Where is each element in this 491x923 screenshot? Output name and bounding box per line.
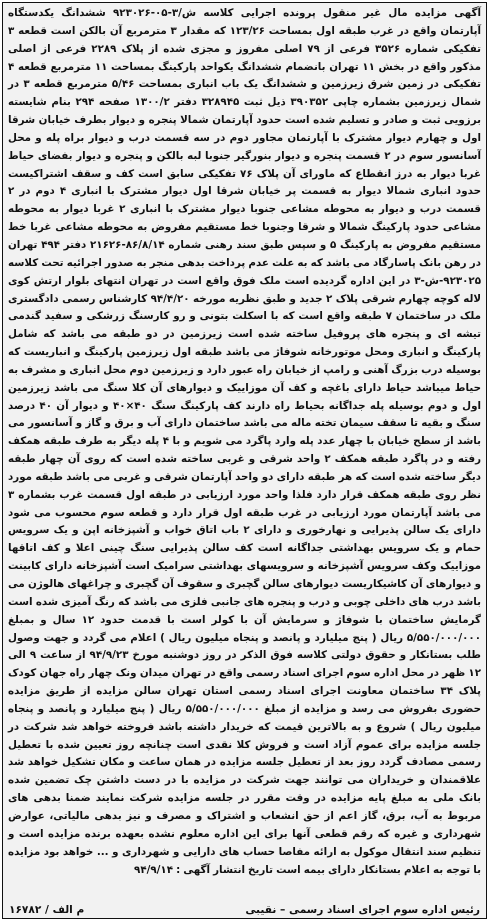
notice-body-text: آگهی مزایده مال غیر منقول پرونده اجرایی کلاسه ش/۳-۰۵-۹۲۳۰۲۶ ششدانگ یکدستگاه آپارتمان واقع در غرب طبقه اول بمساحت ۱۲۳/۲۶ که مقدار ۳ مترمربع آن بالکن است قطعه ۳ تفکیکی شماره ۳۵۲۶ فرعی از ۷۹ اصلی مفروز و مجزی شده از پلاک ۲۲۸۹ فرعی از اصلی مذکور واقع در بخش ۱۱ تهران بانضمام ششدانگ یکواحد پارکینگ بمساحت ۱۱ مترمربع قطعه ۴ تفکیکی در زمین شرق زیرزمین و ششدانگ یک باب انباری بمساحت ۵/۴۶ مترمربع قطعه ۳ در شمال زیرزمین بشماره چاپی ۳۹۰۳۵۲ ذیل ثبت ۳۲۸۹۴۵ دفتر ۱۳۰۰/۲ صفحه ۲۹۴ بنام شایسته برزویی ثبت و صادر و تسلیم شده است حدود آپارتمان شمالا پنجره و دیوار بطرف خیابان شرقا اول و چهارم دیوار مشترک با آپارتمان مجاور دوم در سه قسمت درب و دیوار براه پله و محل آسانسور سوم در ۲ قسمت پنجره و دیوار بنورگیر جنوبا لبه بالکن و پنجره و دیوار بفضای حیاط غربا دیوار به درز انقطاع که ماورای آن پلاک ۷۶ تفکیکی سابق است کف و سقف اشتراکیست حدود انباری شمالا دیوار به قسمت پر خیابان شرقا اول دیوار مشترک با انباری ۴ دوم در ۲ قسمت درب و دیوار به محوطه مشاعی جنوبا دیوار مشترک با انباری ۲ غربا دیوار به محوطه مشاعی حدود پارکینگ شمالا و شرقا وجنوبا خط مستقیم مفروض به محوطه مشاعی غربا خط مستقیم مفروض به پارکینگ ۵ و سپس طبق سند رهنی شماره ۸۶/۸/۱۴-۲۱۶۲۶ دفتر ۴۹۴ تهران در رهن بانک پاسارگاد می باشد که به علت عدم پرداخت بدهی منجر به صدور اجرائیه تحت کلاسه ۹۲۳۰۲۵-ش-۳ در این اداره گردیده است ملک فوق واقع است در تهران انتهای بلوار ارتش کوی لاله کوچه چهارم شرقی پلاک ۲ جدید و طبق نظریه مورخه ۹۴/۴/۲۰ کارشناس رسمی دادگستری ملک در ساختمان ۷ طبقه واقع است که با اسکلت بتونی و رو کارسنگ زرشکی و سفید گندمی تیشه ای و پنجره های پروفیل ساخته شده است زیرزمین در دو طبقه می باشد که شامل پارکینگ و انباری ومحل موتورخانه شوفاژ می باشد طبقه اول زیرزمین پارکینگ و انباریست که بوسیله درب بزرگ آهنی و رامپ از خیابان راه عبور دارد و زیرزمین دوم محل انباری و مشرف به حیاط میباشد حیاط دارای باغچه و کف آن موزاییک و دیوارهای آن کلا سنگ می باشد زیرزمین اول و دوم بوسیله پله جداگانه بحیاط راه دارند کف پارکینگ سنگ ۴۰×۴۰ و دیوار آن ۴۰ درصد سنگ و بقیه تا سقف سیمان تخته ماله می باشد ساختمان دارای آب و برق و گاز و آسانسور می باشد از سطح خیابان با چهار عدد پله وارد پاگرد می شویم و با ۴ پله دیگر به طرف طبقه همکف رفته و در پاگرد طبقه همکف ۲ واحد شرقی و غربی ساخته شده است که روی آن چهار طبقه دیگر ساخته شده است که هر طبقه دارای دو واحد آپارتمان شرقی و غربی می باشد طبقه مورد نظر روی طبقه همکف قرار دارد فلذا واحد مورد ارزیابی در طبقه اول قسمت غرب بشماره ۳ می باشد آپارتمان مورد ارزیابی در غرب طبقه اول قرار دارد و قطعه سوم محسوب می شود دارای یک سالن پذیرایی و نهارخوری و دارای ۲ باب اتاق خواب و آشپزخانه اپن و یک سرویس حمام و یک سرویس بهداشتی جداگانه است کف سالن پذیرایی سنگ چینی اعلا و کف اتاقها موزاییک وکف سرویس آشپزخانه و سرویسهای بهداشتی سرامیک است آشپزخانه دارای کابینت و دیوارهای آن کاشیکاریست دیوارهای سالن گچبری و سقوف آن گچبری و چراغهای هالوژن می باشد درب های داخلی چوبی و درب و پنجره های جانبی فلزی می باشد که رنگ آمیزی شده است گرمایش ساختمان با شوفاژ و سرمایش آن با کولر است با قدمت حدود ۱۲ سال و بمبلغ ۵/۵۵۰/۰۰۰/۰۰۰ ریال ( پنج میلیارد و پانصد و پنجاه میلیون ریال ) اعلام می گردد و جهت وصول طلب بستانکار و حقوق دولتی کلاسه فوق الذکر در روز دوشنبه مورخ ۹۴/۹/۲۳ از ساعت ۹ الی ۱۲ ظهر در محل اداره سوم اجرای اسناد رسمی واقع در تهران میدان ونک چهار راه جهان کودک پلاک ۳۴ ساختمان معاونت اجرای اسناد رسمی استان تهران سالن مزایده از طریق مزایده حضوری بفروش می رسد و مزایده از مبلغ ۵/۵۵۰/۰۰۰/۰۰۰ ریال ( پنج میلیارد و پانصد و پنجاه میلیون ریال ) شروع و به بالاترین قیمت که خریدار داشته باشد فروخته خواهد شد شرکت در جلسه مزایده برای عموم آزاد است و فروش کلا نقدی است چنانچه روز تعیین شده با تعطیل رسمی مصادف گردد روز بعد از تعطیل جلسه مزایده در همان ساعت و مکان تشکیل خواهد شد علاقمندان و خریداران می توانند جهت شرکت در مزایده با در دست داشتن چک تضمین شده بانک ملی به مبلغ پایه مزایده در وقت مقرر در جلسه مزایده شرکت نمایند ضمنا بدهی های مربوط به آب، برق، گاز اعم از حق انشعاب و اشتراک و مصرف و نیز بدهی مالیاتی، عوارض شهرداری و غیره که رقم قطعی آنها برای این اداره معلوم نشده بعهده برنده مزایده است و تنظیم سند انتقال موکول به ارائه مفاصا حساب های دارایی و شهرداری و ... خواهد بود مزایده با توجه به اعلام بستانکار دارای بیمه است تاریخ انتشار آگهی : ۹۴/۹/۱۴ bbox=[8, 7, 482, 876]
notice-code: م الف / ۱۶۷۸۲ bbox=[9, 904, 85, 916]
notice-footer bbox=[3, 904, 486, 916]
notice-frame bbox=[2, 2, 487, 919]
notice-signature: رئیس اداره سوم اجرای اسناد رسمی – نقیبی bbox=[245, 904, 480, 916]
